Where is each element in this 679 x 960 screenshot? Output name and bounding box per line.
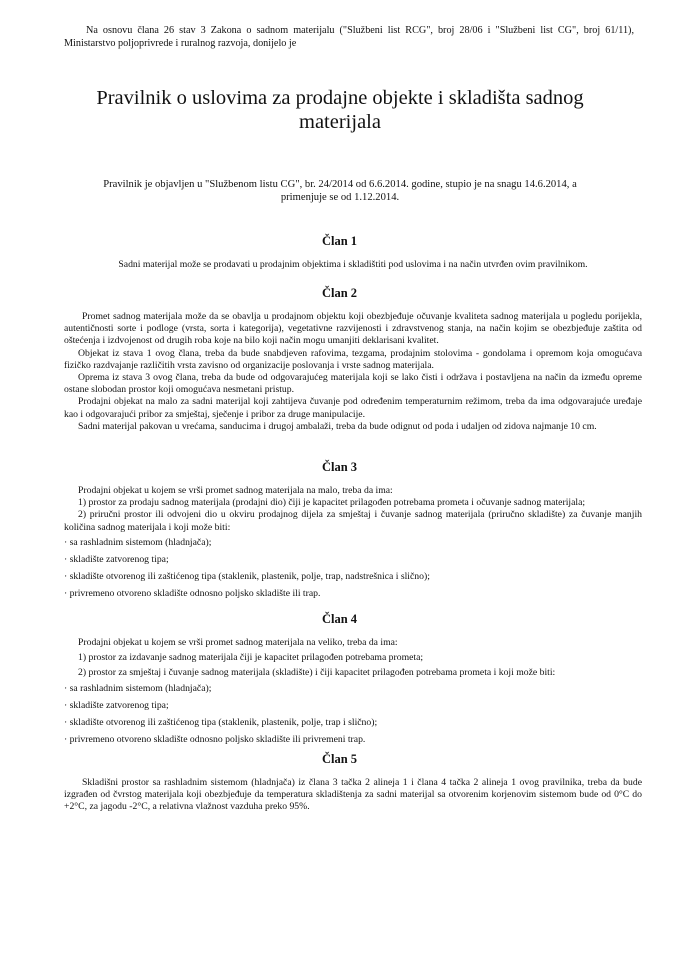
article-2-paragraph-5: Sadni materijal pakovan u vrećama, sanducima i drugoj ambalaži, treba da bude odignut od poda i udaljen od zidova najmanje 10 cm. <box>78 420 597 432</box>
article-3-bullet-1: · sa rashladnim sistemom (hladnjača); <box>64 537 642 549</box>
publication-note: Pravilnik je objavljen u "Službenom listu CG", br. 24/2014 od 6.6.2014. godine, stupio je na snagu 14.6.2014, a primenjuje se od 1.12.2014. <box>103 179 577 203</box>
intro-paragraph: Na osnovu člana 26 stav 3 Zakona o sadnom materijalu ("Službeni list RCG", broj 28/06 i "Službeni list CG", broj 61/11), Ministarstvo poljoprivrede i ruralnog razvoja, donijelo je <box>64 25 634 49</box>
article-1-heading: Član 1 <box>321 234 358 248</box>
article-3-bullet-3: · skladište otvorenog ili zaštićenog tipa (staklenik, plastenik, polje, trap, nadstrešnica i slično); <box>64 571 642 583</box>
article-4-bullet-2: · skladište zatvorenog tipa; <box>64 700 642 712</box>
page-title: Pravilnik o uslovima za prodajne objekte i skladišta sadnog materijala <box>96 87 584 133</box>
article-3-item-2: 2) priručni prostor ili odvojeni dio u okviru prodajnog dijela za smještaj i čuvanje sadnog materijala (priručno skladište) za čuvanje manjih količina sadnog materijala i koji može biti: <box>64 509 642 533</box>
article-4-bullet-1: · sa rashladnim sistemom (hladnjača); <box>64 683 642 695</box>
article-4-item-1: 1) prostor za izdavanje sadnog materijala čiji je kapacitet prilagođen potrebama prometa; <box>78 652 424 664</box>
article-2-body <box>64 311 642 433</box>
article-4-bullet-4: · privremeno otvoreno skladište odnosno poljsko skladište ili privremeni trap. <box>64 734 642 746</box>
article-5-paragraph-1: Skladišni prostor sa rashladnim sistemom (hladnjača) iz člana 3 tačka 2 alineja 1 i člana 4 tačka 2 alineja 1 ovog pravilnika, treba da bude izgrađen od čvrstog materijala koji obezbjeđuje da temperatura skladištenja za sadni materijal sa otvorenim korjenovim sistemom bude od 0°C do +2°C, za jagodu -2°C, a relativna vlažnost vazduha preko 95%. <box>64 777 642 813</box>
article-2-paragraph-2: Objekat iz stava 1 ovog člana, treba da bude snabdjeven rafovima, tezgama, prodajnim stolovima - gondolama i opremom koja omogućava fizičko razdvajanje različitih vrsta zavisno od organizacije poslovanja i vrste sadnog materijala. <box>64 347 642 371</box>
article-2-paragraph-3: Oprema iz stava 3 ovog člana, treba da bude od odgovarajućeg materijala koji se lako čisti i održava i postavljena na način da između opreme ostane slobodan prostor koji omogućava nesmetani pristup. <box>64 372 642 396</box>
article-4-bullet-3: · skladište otvorenog ili zaštićenog tipa (staklenik, plastenik, polje, trap i slično); <box>64 717 642 729</box>
article-3-body <box>64 485 642 601</box>
article-2-paragraph-4: Prodajni objekat na malo za sadni materijal koji zahtijeva čuvanje pod određenim temperaturnim režimom, treba da ima odgovarajuće uređaje kao i odgovarajući pribor za smještaj, sječenje i pribor za druge manipulacije. <box>64 396 642 420</box>
article-3-heading: Član 3 <box>321 460 358 474</box>
article-1-body <box>64 259 642 271</box>
article-4-heading: Član 4 <box>321 612 358 626</box>
article-2-paragraph-1: Promet sadnog materijala može da se obavlja u prodajnom objektu koji obezbjeđuje očuvanje kvaliteta sadnog materijala u pogledu porijekla, autentičnosti sorte i podloge (vrsta, sorta i kategorija), vegetativne razvijenosti i zdravstvenog stanja, na način kojim se obezbjeđuje zaštita od oštećenja i izdvojenost od drugih roba koje na bilo koji način mogu umanjiti deklarisani kvalitet. <box>64 311 642 347</box>
article-4-paragraph-1: Prodajni objekat u kojem se vrši promet sadnog materijala na veliko, treba da ima: <box>78 637 398 648</box>
article-3-paragraph-1: Prodajni objekat u kojem se vrši promet sadnog materijala na malo, treba da ima: <box>78 485 393 496</box>
article-2-heading: Član 2 <box>321 286 358 300</box>
article-3-item-1: 1) prostor za prodaju sadnog materijala (prodajni dio) čiji je kapacitet prilagođen potrebama prometa i očuvanje sadnog materijala; <box>78 497 586 509</box>
article-3-bullet-2: · skladište zatvorenog tipa; <box>64 554 642 566</box>
article-4-body <box>64 637 642 746</box>
article-3-bullet-4: · privremeno otvoreno skladište odnosno poljsko skladište ili trap. <box>64 588 642 600</box>
article-1-text: Sadni materijal može se prodavati u prodajnim objektima i skladištiti pod uslovima i na način utvrđen ovim pravilnikom. <box>118 259 588 270</box>
article-5-body <box>64 777 642 814</box>
article-5-heading: Član 5 <box>321 752 358 766</box>
article-4-item-2: 2) prostor za smještaj i čuvanje sadnog materijala (skladište) i čiji kapacitet prilagođen potrebama prometa i koji može biti: <box>78 667 556 679</box>
